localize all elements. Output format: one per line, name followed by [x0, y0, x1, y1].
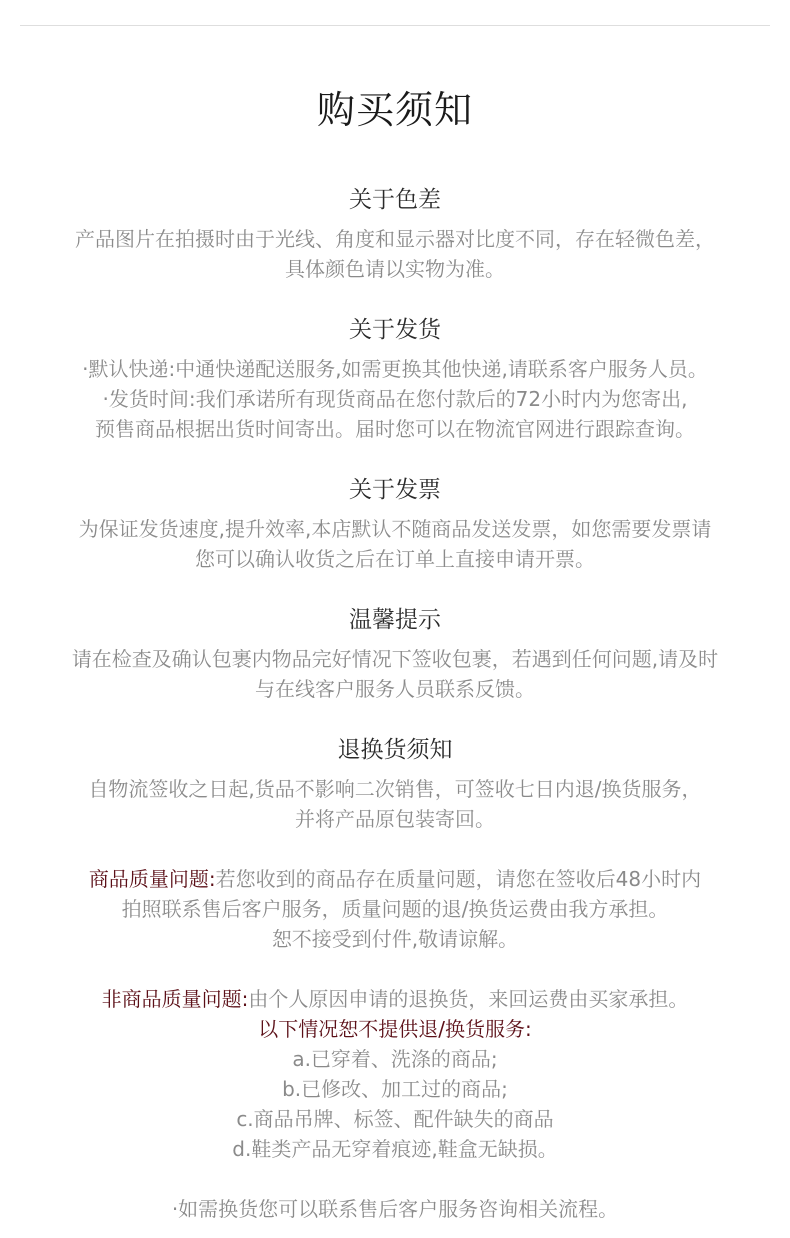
quality-issue-label: 商品质量问题: [88, 867, 216, 891]
exclusion-item-d: d.鞋类产品无穿着痕迹,鞋盒无缺损。 [232, 1137, 558, 1161]
invoice-line-1: 为保证发货速度,提升效率,本店默认不随商品发送发票，如您需要发票请 [78, 517, 712, 541]
section-heading-returns: 退换货须知 [337, 737, 453, 763]
top-divider [20, 25, 770, 26]
quality-issue-line-1 [0, 864, 790, 894]
shipping-line-2: ·发货时间:我们承诺所有现货商品在您付款后的72小时内为您寄出, [102, 387, 688, 411]
section-heading-color: 关于色差 [349, 187, 441, 213]
tips-line-2: 与在线客户服务人员联系反馈。 [255, 677, 535, 701]
shipping-line-3: 预售商品根据出货时间寄出。届时您可以在物流官网进行跟踪查询。 [95, 417, 695, 441]
exclusion-item-b: b.已修改、加工过的商品; [282, 1077, 508, 1101]
quality-issue-line-2: 拍照联系售后客户服务，质量问题的退/换货运费由我方承担。 [121, 897, 669, 921]
section-heading-invoice: 关于发票 [349, 477, 441, 503]
page-title: 购买须知 [316, 88, 473, 132]
non-quality-issue-line-1 [0, 984, 790, 1014]
non-quality-issue-text: 由个人原因申请的退换货，来回运费由买家承担。 [248, 987, 689, 1011]
exclusion-item-a: a.已穿着、洗涤的商品; [292, 1047, 498, 1071]
quality-issue-line-3: 恕不接受到付件,敬请谅解。 [271, 927, 519, 951]
returns-line-2: 并将产品原包装寄回。 [295, 807, 495, 831]
section-heading-shipping: 关于发货 [349, 317, 441, 343]
returns-line-1: 自物流签收之日起,货品不影响二次销售，可签收七日内退/换货服务， [88, 777, 702, 801]
color-note-line-1: 产品图片在拍摄时由于光线、角度和显示器对比度不同，存在轻微色差， [75, 227, 715, 251]
invoice-line-2: 您可以确认收货之后在订单上直接申请开票。 [195, 547, 595, 571]
color-note-line-2: 具体颜色请以实物为准。 [285, 257, 505, 281]
exclusions-heading: 以下情况恕不提供退/换货服务: [258, 1017, 532, 1041]
section-heading-tips: 温馨提示 [349, 607, 441, 633]
exchange-footer-note: ·如需换货您可以联系售后客户服务咨询相关流程。 [171, 1197, 619, 1221]
quality-issue-text: 若您收到的商品存在质量问题，请您在签收后48小时内 [215, 867, 702, 891]
shipping-line-1: ·默认快递:中通快递配送服务,如需更换其他快递,请联系客户服务人员。 [82, 357, 708, 381]
non-quality-issue-label: 非商品质量问题: [101, 987, 249, 1011]
exclusion-item-c: c.商品吊牌、标签、配件缺失的商品 [236, 1107, 554, 1131]
tips-line-1: 请在检查及确认包裹内物品完好情况下签收包裹，若遇到任何问题,请及时 [71, 647, 719, 671]
